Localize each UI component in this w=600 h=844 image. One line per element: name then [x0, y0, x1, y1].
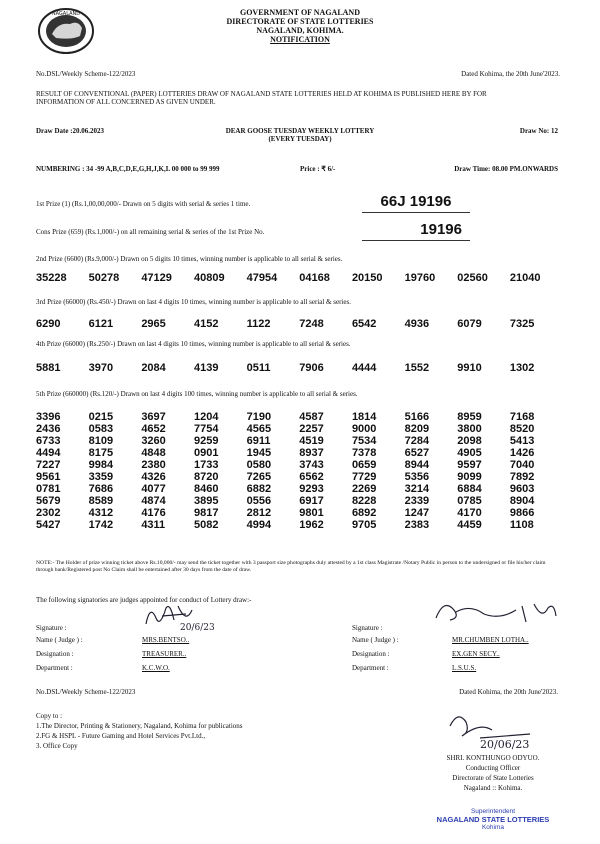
judge-right-department-label: Department :: [352, 664, 389, 672]
cons-prize-box: [362, 220, 470, 241]
second-prize-number: 02560: [457, 272, 488, 284]
judge-right-signature: [430, 596, 565, 628]
fifth-prize-number: 2302: [36, 507, 61, 519]
third-prize-number: 4152: [193, 318, 219, 330]
fifth-prize-row: [36, 507, 550, 519]
fifth-prize-number: 8720: [193, 471, 219, 483]
fifth-prize-number: 7265: [246, 471, 272, 483]
third-prize-number: 1122: [246, 318, 271, 330]
officer-signature: [440, 708, 570, 750]
fifth-prize-number: 5679: [36, 495, 61, 507]
judge-right-department: L.S.U.S.: [452, 664, 477, 672]
fifth-prize-number: 8228: [351, 495, 377, 507]
draw-time: Draw Time: 08.00 PM.ONWARDS: [454, 165, 558, 173]
fifth-prize-number: 2436: [36, 423, 61, 435]
fifth-prize-number: 7754: [193, 423, 219, 435]
fifth-prize-number: 1742: [88, 519, 114, 531]
fifth-prize-number: 0785: [457, 495, 482, 507]
fifth-prize-number: 0659: [351, 459, 377, 471]
fifth-prize-number: 1204: [193, 411, 219, 423]
fifth-prize-grid: [36, 411, 550, 531]
svg-text:20/06/23: 20/06/23: [480, 738, 530, 751]
fifth-prize-number: 8959: [457, 411, 482, 423]
copy-item: 2.FG & HSPL - Future Gaming and Hotel Services Pvt.Ltd.,: [36, 732, 206, 740]
first-prize-label: 1st Prize (1) (Rs.1,00,00,000/- Drawn on 5 digits with serial & series 1 time.: [36, 200, 251, 208]
fifth-prize-number: 9705: [351, 519, 377, 531]
second-prize-number: 04168: [299, 272, 330, 284]
fifth-prize-number: 2098: [457, 435, 482, 447]
judge-right-signature-label: Signature :: [352, 624, 383, 632]
fifth-prize-number: 7040: [509, 459, 535, 471]
judge-left-signature-label: Signature :: [36, 624, 67, 632]
fifth-prize-number: 3743: [299, 459, 324, 471]
second-prize-number: 20150: [351, 272, 383, 284]
fifth-prize-number: 1733: [193, 459, 219, 471]
judge-left-designation-label: Designation :: [36, 650, 74, 658]
fifth-prize-number: 5082: [193, 519, 219, 531]
fifth-prize-number: 2380: [141, 459, 166, 471]
fifth-prize-number: 2383: [404, 519, 430, 531]
fifth-prize-number: 4994: [246, 519, 272, 531]
draw-number: Draw No: 12: [519, 127, 558, 135]
fifth-prize-number: 7378: [351, 447, 377, 459]
numbering-info: NUMBERING : 34 -99 A,B,C,D,E,G,H,J,K,L 00 000 to 99 999: [36, 165, 220, 173]
third-prize-number: 7248: [299, 318, 324, 330]
fifth-prize-number: 7534: [351, 435, 377, 447]
fifth-prize-number: 0580: [246, 459, 272, 471]
copy-item: 3. Office Copy: [36, 742, 78, 750]
fifth-prize-number: 3895: [193, 495, 219, 507]
fifth-prize-number: 6917: [299, 495, 324, 507]
fourth-prize-number: 5881: [36, 362, 61, 374]
fifth-prize-number: 3800: [457, 423, 482, 435]
third-prize-label: 3rd Prize (66000) (Rs.450/-) Drawn on last 4 digits 10 times, winning number is applicable to all serial & series.: [36, 298, 351, 306]
judge-left-signature: [140, 598, 215, 634]
fifth-prize-number: 0583: [88, 423, 114, 435]
fifth-prize-number: 7168: [509, 411, 535, 423]
fifth-prize-number: 4077: [141, 483, 166, 495]
fourth-prize-label: 4th Prize (66000) (Rs.250/-) Drawn on last 4 digits 10 times, winning number is applicable to all serial & series.: [36, 340, 351, 348]
judge-left-name-label: Name ( Judge ) :: [36, 636, 83, 644]
directorate-title: DIRECTORATE OF STATE LOTTERIES: [226, 17, 374, 26]
fifth-prize-row: [36, 411, 550, 423]
fifth-prize-number: 8209: [404, 423, 430, 435]
fourth-prize-numbers: [36, 362, 550, 374]
fifth-prize-number: 9000: [351, 423, 377, 435]
fifth-prize-number: 4459: [457, 519, 482, 531]
officer-location: Nagaland :: Kohima.: [463, 784, 523, 792]
fifth-prize-number: 8589: [88, 495, 114, 507]
judge-right-name-label: Name ( Judge ) :: [352, 636, 399, 644]
location-title: NAGALAND, KOHIMA.: [256, 26, 344, 35]
svg-text:NAGALAND: NAGALAND: [51, 11, 81, 17]
fourth-prize-number: 2084: [141, 362, 166, 374]
fifth-prize-number: 4326: [141, 471, 166, 483]
fifth-prize-number: 8944: [404, 459, 430, 471]
fifth-prize-number: 2812: [246, 507, 272, 519]
lottery-subtitle: (EVERY TUESDAY): [268, 135, 332, 143]
fifth-prize-number: 7729: [351, 471, 377, 483]
second-prize-number: 19760: [404, 272, 436, 284]
fifth-prize-number: 7892: [509, 471, 535, 483]
fifth-prize-number: 4519: [299, 435, 324, 447]
fifth-prize-number: 5413: [509, 435, 535, 447]
fifth-prize-number: 8460: [193, 483, 219, 495]
fifth-prize-number: 6733: [36, 435, 61, 447]
fifth-prize-number: 4848: [141, 447, 166, 459]
svg-text:20/6/23: 20/6/23: [180, 623, 215, 633]
gov-title: GOVERNMENT OF NAGALAND: [239, 8, 360, 17]
fifth-prize-number: 9099: [457, 471, 482, 483]
fifth-prize-number: 1945: [246, 447, 272, 459]
judge-left-department: K.C.W.O.: [142, 664, 170, 672]
fourth-prize-number: 4139: [193, 362, 219, 374]
fifth-prize-number: 0781: [36, 483, 61, 495]
official-stamp: [418, 808, 568, 832]
fifth-prize-row: [36, 435, 550, 447]
fourth-prize-number: 4444: [351, 362, 377, 374]
second-prize-number: 50278: [88, 272, 120, 284]
fifth-prize-row: [36, 459, 550, 471]
fifth-prize-number: 1108: [509, 519, 534, 531]
stamp-line: Superintendent: [470, 808, 516, 815]
stamp-line: Kohima: [481, 824, 505, 831]
fifth-prize-number: 9801: [299, 507, 324, 519]
third-prize-number: 6121: [88, 318, 114, 330]
result-statement: RESULT OF CONVENTIONAL (PAPER) LOTTERIES DRAW OF NAGALAND STATE LOTTERIES HELD AT KOHIMA IS PUBLISHED HERE BY FOR INFORMATION OF ALL CONCERNED AS GIVEN UNDER.: [36, 90, 487, 106]
fifth-prize-number: 5356: [404, 471, 430, 483]
dated-text: Dated Kohima, the 20th June'2023.: [461, 70, 560, 78]
fifth-prize-number: 9603: [509, 483, 535, 495]
fifth-prize-number: 9984: [88, 459, 114, 471]
fifth-prize-number: 1426: [509, 447, 535, 459]
cons-prize-number: 19196: [420, 221, 462, 238]
judge-left-designation: TREASURER..: [142, 650, 187, 658]
fifth-prize-number: 9817: [193, 507, 219, 519]
officer-title: Conducting Officer: [465, 764, 521, 772]
notification-title: NOTIFICATION: [270, 35, 330, 44]
fourth-prize-number: 1552: [404, 362, 430, 374]
fifth-prize-number: 9259: [193, 435, 219, 447]
fourth-prize-number: 3970: [88, 362, 114, 374]
third-prize-number: 2965: [141, 318, 166, 330]
fifth-prize-number: 2257: [299, 423, 324, 435]
fifth-prize-number: 3396: [36, 411, 61, 423]
fifth-prize-number: 1814: [351, 411, 377, 423]
judge-left-department-label: Department :: [36, 664, 73, 672]
fifth-prize-number: 7686: [88, 483, 114, 495]
second-prize-number: 35228: [36, 272, 67, 284]
fifth-prize-number: 2269: [351, 483, 377, 495]
fifth-prize-number: 6892: [351, 507, 377, 519]
fifth-prize-number: 4905: [457, 447, 482, 459]
fifth-prize-number: 3260: [141, 435, 166, 447]
fifth-prize-row: [36, 483, 550, 495]
fifth-prize-number: 4494: [36, 447, 61, 459]
fifth-prize-label: 5th Prize (660000) (Rs.120/-) Drawn on last 4 digits 100 times, winning number is applicable to all serial & series.: [36, 390, 358, 398]
fifth-prize-number: 1962: [299, 519, 324, 531]
second-prize-label: 2nd Prize (6600) (Rs.9,000/-) Drawn on 5 digits 10 times, winning number is applicable to all serial & series.: [36, 255, 343, 263]
fifth-prize-number: 6911: [246, 435, 271, 447]
copy-item: 1.The Director, Printing & Stationery, Nagaland, Kohima for publications: [36, 722, 243, 730]
fifth-prize-number: 6882: [246, 483, 272, 495]
fifth-prize-number: 4652: [141, 423, 166, 435]
fourth-prize-number: 0511: [246, 362, 271, 374]
fifth-prize-row: [36, 471, 550, 483]
officer-name: SHRI. KONTHUNGO ODYUO.: [446, 754, 540, 762]
third-prize-numbers: [36, 318, 550, 330]
judge-right-designation-label: Designation :: [352, 650, 390, 658]
judge-left-name: MRS.BENTSO..: [142, 636, 190, 644]
reference-number: No.DSL/Weekly Scheme-122/2023: [36, 70, 136, 78]
fifth-prize-number: 9597: [457, 459, 482, 471]
fifth-prize-number: 4176: [141, 507, 166, 519]
fifth-prize-number: 4565: [246, 423, 272, 435]
fifth-prize-number: 2339: [404, 495, 430, 507]
third-prize-number: 6290: [36, 318, 61, 330]
fifth-prize-number: 8520: [509, 423, 535, 435]
fourth-prize-number: 9910: [457, 362, 482, 374]
fifth-prize-number: 0215: [88, 411, 114, 423]
reference-number-footer: No.DSL/Weekly Scheme-122/2023: [36, 688, 136, 696]
fifth-prize-number: 4170: [457, 507, 482, 519]
fifth-prize-number: 3214: [404, 483, 430, 495]
judge-right-name: MR.CHUMBEN LOTHA..: [452, 636, 529, 644]
fifth-prize-number: 4587: [299, 411, 324, 423]
lottery-name: DEAR GOOSE TUESDAY WEEKLY LOTTERY: [225, 127, 375, 135]
dated-text-footer: Dated Kohima, the 20th June'2023.: [459, 688, 558, 696]
judges-intro: The following signatories are judges appointed for conduct of Lottery draw:-: [36, 596, 252, 604]
first-prize-box: [362, 192, 470, 213]
fifth-prize-number: 8109: [88, 435, 114, 447]
third-prize-number: 4936: [404, 318, 430, 330]
fifth-prize-number: 8904: [509, 495, 535, 507]
third-prize-number: 6542: [351, 318, 377, 330]
third-prize-number: 7325: [509, 318, 535, 330]
draw-date: Draw Date :20.06.2023: [36, 127, 105, 135]
judge-right-designation: EX.GEN SECY..: [452, 650, 500, 658]
fifth-prize-row: [36, 423, 550, 435]
fifth-prize-number: 0901: [193, 447, 219, 459]
fifth-prize-number: 7227: [36, 459, 61, 471]
claim-note: NOTE:- The Holder of prize winning ticket above Rs.10,000/- may send the ticket together with 3 passport size photographs duly attested by a 1st class Magistrate /Notary Public in person to the undersigned or file his/her claim through bank/Registered post No Claim shall be entertained after 30 days from the date of draw.: [36, 560, 546, 573]
fifth-prize-number: 5427: [36, 519, 61, 531]
fifth-prize-number: 6527: [404, 447, 430, 459]
fifth-prize-number: 3697: [141, 411, 166, 423]
second-prize-number: 47129: [141, 272, 172, 284]
officer-directorate: Directorate of State Lotteries: [452, 774, 534, 782]
third-prize-number: 6079: [457, 318, 482, 330]
fifth-prize-row: [36, 519, 550, 531]
fifth-prize-number: 0556: [246, 495, 272, 507]
ticket-price: Price : ₹ 6/-: [300, 165, 336, 173]
copy-to-title: Copy to :: [36, 712, 63, 720]
fifth-prize-number: 8937: [299, 447, 324, 459]
fifth-prize-number: 3359: [88, 471, 114, 483]
fifth-prize-number: 9293: [299, 483, 324, 495]
fifth-prize-number: 7284: [404, 435, 430, 447]
fifth-prize-number: 6562: [299, 471, 324, 483]
second-prize-number: 21040: [509, 272, 541, 284]
second-prize-numbers: [36, 272, 550, 284]
fifth-prize-row: [36, 447, 550, 459]
fifth-prize-number: 4311: [141, 519, 166, 531]
fifth-prize-number: 4312: [88, 507, 114, 519]
second-prize-number: 40809: [193, 272, 225, 284]
fifth-prize-row: [36, 495, 550, 507]
fifth-prize-number: 1247: [404, 507, 430, 519]
second-prize-number: 47954: [246, 272, 278, 284]
fifth-prize-number: 5166: [404, 411, 430, 423]
fourth-prize-number: 1302: [509, 362, 535, 374]
fifth-prize-number: 6884: [457, 483, 482, 495]
first-prize-number: 66J 19196: [380, 193, 452, 210]
fifth-prize-number: 9561: [36, 471, 61, 483]
cons-prize-label: Cons Prize (659) (Rs.1,000/-) on all remaining serial & series of the 1st Prize No.: [36, 228, 265, 236]
fifth-prize-number: 8175: [88, 447, 114, 459]
fifth-prize-number: 9866: [509, 507, 535, 519]
fourth-prize-number: 7906: [299, 362, 324, 374]
fifth-prize-number: 4874: [141, 495, 166, 507]
fifth-prize-number: 7190: [246, 411, 272, 423]
stamp-line: NAGALAND STATE LOTTERIES: [436, 815, 550, 824]
